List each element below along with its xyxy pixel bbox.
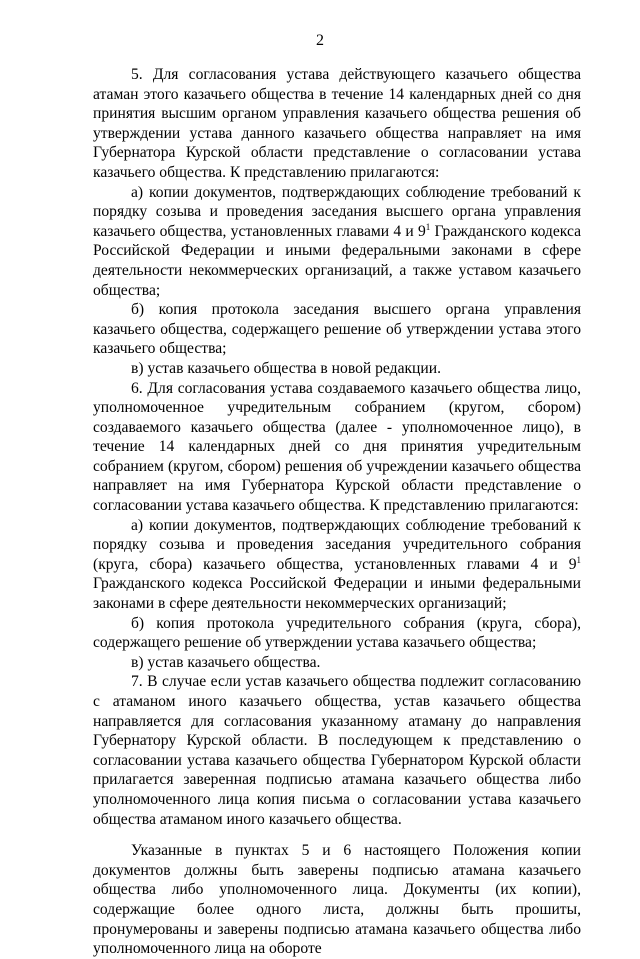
- paragraph-6a-text-after: Гражданского кодекса Российской Федерации и иными федеральными законами в сфере деятельности некоммерческих организаций;: [93, 575, 581, 613]
- page-number: 2: [316, 32, 324, 49]
- paragraph-6a-text-before: а) копии документов, подтверждающих соблюдение требований к порядку созыва и проведения заседания учредительного собрания (круга, сбора) казачьего общества, установленных главами 4 и 9: [93, 516, 581, 573]
- paragraph-5b: б) копия протокола заседания высшего органа управления казачьего общества, содержащего решение об утверждении устава этого казачьего общества;: [93, 301, 581, 358]
- paragraph-7: 7. В случае если устав казачьего общества подлежит согласованию с атаманом иного казачьего общества, устав казачьего общества направляется для согласования указанному атаману до направления Губернатору Курской области. В последующем к представлению о согласовании устава казачьего общества Губернатором Курской области прилагается заверенная подписью атамана казачьего общества либо уполномоченного лица копия письма о согласовании устава казачьего общества атаманом иного казачьего общества.: [93, 673, 581, 828]
- paragraph-5a-text-before: а) копии документов, подтверждающих соблюдение требований к порядку созыва и проведения заседания высшего органа управления казачьего общества, установленных главами 4 и 9: [93, 183, 581, 240]
- paragraph-5a-text-after: Гражданского кодекса Российской Федерации и иными федеральными законами в сфере деятельности некоммерческих организаций, а также уставом казачьего общества;: [93, 222, 581, 299]
- paragraph-6: 6. Для согласования устава создаваемого казачьего общества лицо, уполномоченное учредительным собранием (кругом, сбором) создаваемого казачьего общества (далее - уполномоченное лицо), в течение 14 календарных дней со дня принятия учредительным собранием (кругом, сбором) решения об учреждении казачьего общества направляет на имя Губернатора Курской области представление о согласовании устава казачьего общества. К представлению прилагаются:: [93, 379, 581, 515]
- paragraph-6b: б) копия протокола учредительного собрания (круга, сбора), содержащего решение об утверждении устава казачьего общества;: [93, 614, 581, 652]
- paragraph-6a: [93, 516, 581, 614]
- paragraph-8: Указанные в пунктах 5 и 6 настоящего Положения копии документов должны быть заверены подписью атамана казачьего общества либо уполномоченного лица. Документы (их копии), содержащие более одного листа, должны быть прошиты, пронумерованы и заверены подписью атамана казачьего общества либо уполномоченного лица на обороте: [93, 842, 581, 958]
- paragraph-5: 5. Для согласования устава действующего казачьего общества атаман этого казачьего общества в течение 14 календарных дней со дня принятия высшим органом управления казачьего общества решения об утверждении устава данного казачьего общества направляет на имя Губернатора Курской области представление о согласовании устава казачьего общества. К представлению прилагаются:: [93, 66, 581, 181]
- paragraph-5a: [93, 183, 581, 301]
- paragraph-gap: [93, 829, 581, 841]
- paragraph-5v: в) устав казачьего общества в новой редакции.: [131, 359, 441, 377]
- superscript: 1: [576, 554, 581, 565]
- document-body: [93, 65, 581, 959]
- paragraph-6v: в) устав казачьего общества.: [131, 653, 321, 671]
- superscript: 1: [425, 221, 431, 232]
